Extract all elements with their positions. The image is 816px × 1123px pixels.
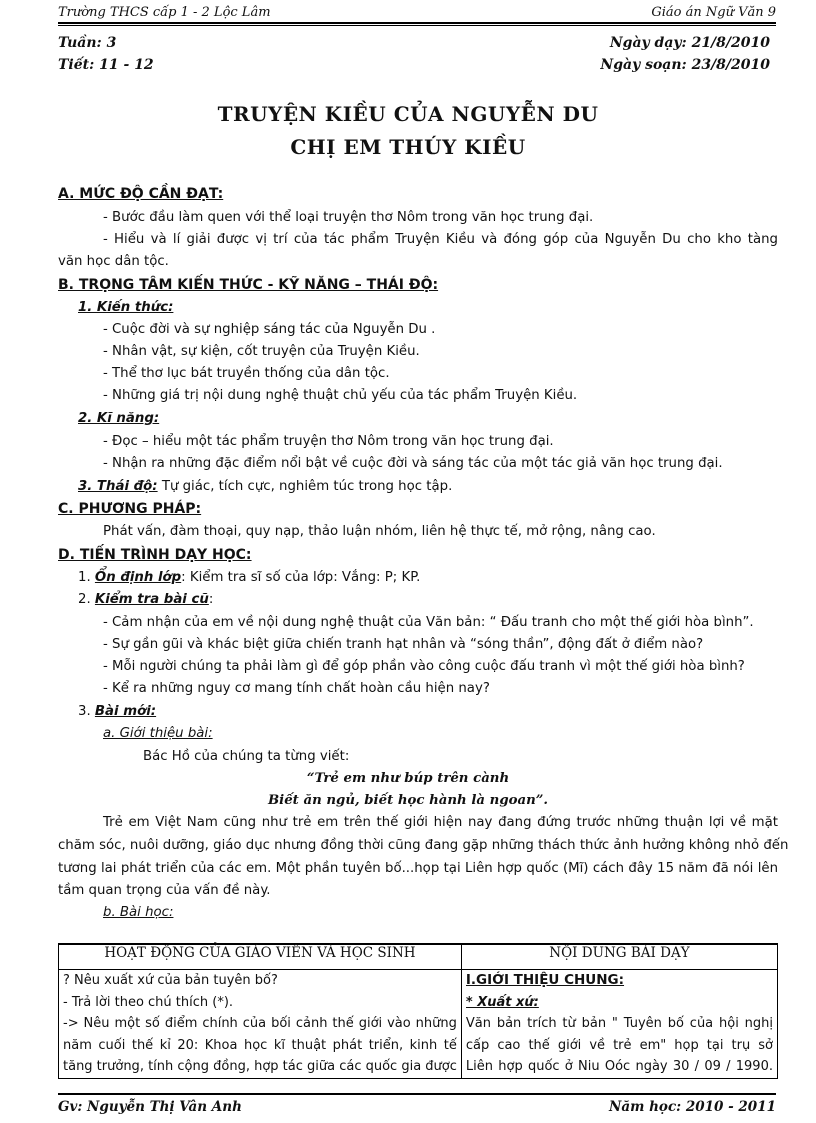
intro-paragraph-line: tương lai phát triển của các em. Một phần tuyên bố...họp tại Liên hợp quốc (Mĩ) cách đây 15 năm đã nói lên <box>58 861 778 876</box>
activity-line: ? Nêu xuất xứ của bản tuyên bố? <box>63 973 278 988</box>
content-line: cấp cao thế giới về trẻ em" họp tại trụ sở <box>465 1037 773 1053</box>
intro-paragraph-line: Trẻ em Việt Nam cũng như trẻ em trên thế giới hiện nay đang đứng trước những thuận lợi về mặt <box>103 815 778 830</box>
intro-lead: Bác Hồ của chúng ta từng viết: <box>143 749 350 764</box>
knowledge-item: - Thể thơ lục bát truyền thống của dân tộc. <box>103 366 390 381</box>
activity-line: tăng trưởng, tính cộng đồng, hợp tác giữa các quốc gia được <box>63 1059 457 1074</box>
review-question: - Cảm nhận của em về nội dung nghệ thuật của Văn bản: “ Đấu tranh cho một thế giới hòa bình”. <box>103 615 754 630</box>
lesson-heading: b. Bài học: <box>103 905 174 920</box>
step3-line: 3. Bài mới: <box>78 704 157 719</box>
knowledge-item: - Nhân vật, sự kiện, cốt truyện của Truyện Kiều. <box>103 344 420 359</box>
attitude-line <box>78 479 452 494</box>
intro-paragraph-line: chăm sóc, nuôi dưỡng, giáo dục nhưng đồng thời cũng đang gặp những thách thức ảnh hưởng không nhỏ đến <box>58 838 789 853</box>
content-line: Văn bản trích từ bản " Tuyên bố của hội nghị <box>465 1016 773 1031</box>
section-c-heading: C. PHƯƠNG PHÁP: <box>58 501 202 517</box>
table-header-activity: HOẠT ĐỘNG CỦA GIÁO VIÊN VÀ HỌC SINH <box>59 944 462 970</box>
skill-item: - Nhận ra những đặc điểm nổi bật về cuộc đời và sáng tác của một tác giả văn học trung đại. <box>103 456 723 471</box>
header-school: Trường THCS cấp 1 - 2 Lộc Lâm <box>58 5 271 20</box>
content-subheading: * Xuất xứ: <box>465 994 539 1010</box>
activity-cell <box>59 970 462 1079</box>
page-header <box>58 3 776 23</box>
step2-line: 2. Kiểm tra bài cũ: <box>78 592 214 607</box>
step1-line: 1. Ổn định lớp: Kiểm tra sĩ số của lớp: Vắng: P; KP. <box>78 570 421 585</box>
header-subject: Giáo án Ngữ Văn 9 <box>651 5 776 20</box>
section-d-heading: D. TIẾN TRÌNH DẠY HỌC: <box>58 547 252 563</box>
week-label: Tuần: 3 <box>58 35 117 51</box>
skill-item: - Đọc – hiểu một tác phẩm truyện thơ Nôm trong văn học trung đại. <box>103 434 554 449</box>
attitude-heading: 3. Thái độ: <box>78 479 158 494</box>
section-b-heading: B. TRỌNG TÂM KIẾN THỨC - KỸ NĂNG – THÁI ĐỘ: <box>58 277 439 293</box>
step1-text: : Kiểm tra sĩ số của lớp: Vắng: P; KP. <box>181 570 421 585</box>
section-a-line: văn học dân tộc. <box>58 254 169 269</box>
teach-date: Ngày dạy: 21/8/2010 <box>609 35 770 51</box>
step2-heading: Kiểm tra bài cũ <box>94 592 209 607</box>
content-heading: I.GIỚI THIỆU CHUNG: <box>465 972 625 988</box>
prep-date: Ngày soạn: 23/8/2010 <box>600 57 770 73</box>
knowledge-heading: 1. Kiến thức: <box>78 300 174 315</box>
header-rule-thin <box>58 25 776 26</box>
step3-heading: Bài mới: <box>94 704 157 719</box>
header-rule <box>58 22 776 24</box>
review-question: - Sự gần gũi và khác biệt giữa chiến tranh hạt nhân và “sóng thần”, động đất ở điểm nào? <box>103 637 704 652</box>
content-line: Liên hợp quốc ở Niu Oóc ngày 30 / 09 / 1990. <box>465 1059 773 1074</box>
intro-heading: a. Giới thiệu bài: <box>103 726 213 741</box>
footer-year: Năm học: 2010 - 2011 <box>609 1099 776 1115</box>
content-cell <box>461 970 777 1079</box>
quote-line: Biết ăn ngủ, biết học hành là ngoan”. <box>267 793 549 808</box>
activity-line: - Trả lời theo chú thích (*). <box>63 994 234 1010</box>
section-c-text: Phát vấn, đàm thoại, quy nạp, thảo luận nhóm, liên hệ thực tế, mở rộng, nâng cao. <box>103 524 656 539</box>
section-a-line: - Hiểu và lí giải được vị trí của tác phẩm Truyện Kiều và đóng góp của Nguyễn Du cho kho tàng <box>103 232 778 247</box>
page-title: TRUYỆN KIỀU CỦA NGUYỄN DU <box>217 102 599 126</box>
knowledge-item: - Những giá trị nội dung nghệ thuật chủ yếu của tác phẩm Truyện Kiều. <box>103 388 578 403</box>
lesson-table <box>58 943 778 1079</box>
attitude-text: Tự giác, tích cực, nghiêm túc trong học tập. <box>157 479 453 494</box>
step1-heading: Ổn định lớp <box>94 570 182 585</box>
section-a-heading: A. MỨC ĐỘ CẦN ĐẠT: <box>58 186 224 202</box>
footer-teacher: Gv: Nguyễn Thị Vân Anh <box>58 1099 242 1115</box>
review-question: - Mỗi người chúng ta phải làm gì để góp phần vào công cuộc đấu tranh vì một thế giới hòa bình? <box>103 659 745 674</box>
page-subtitle: CHỊ EM THÚY KIỀU <box>290 135 526 159</box>
intro-paragraph-line: tầm quan trọng của vấn đề này. <box>58 883 271 898</box>
activity-line: năm cuối thế kỉ 20: Khoa học kĩ thuật phát triển, kinh tế <box>63 1037 457 1053</box>
footer-rule <box>58 1093 776 1095</box>
table-header-content: NỘI DUNG BÀI DẠY <box>461 944 777 970</box>
section-a-line: - Bước đầu làm quen với thể loại truyện thơ Nôm trong văn học trung đại. <box>103 210 594 225</box>
quote-line: “Trẻ em như búp trên cành <box>306 771 510 786</box>
review-question: - Kể ra những nguy cơ mang tính chất hoàn cầu hiện nay? <box>103 681 490 696</box>
period-label: Tiết: 11 - 12 <box>58 57 154 73</box>
knowledge-item: - Cuộc đời và sự nghiệp sáng tác của Nguyễn Du . <box>103 322 436 337</box>
activity-line: -> Nêu một số điểm chính của bối cảnh thế giới vào những <box>63 1016 457 1031</box>
skill-heading: 2. Kĩ năng: <box>78 411 160 426</box>
